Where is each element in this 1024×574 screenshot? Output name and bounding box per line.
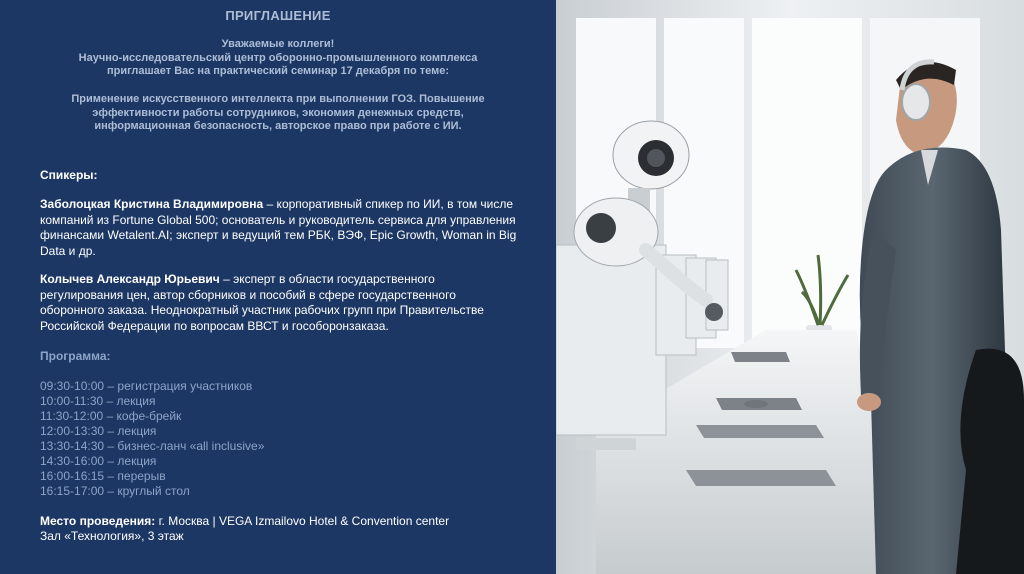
venue-label: Место проведения:: [40, 514, 156, 528]
topic-line: эффективности работы сотрудников, экономия денежных средств,: [92, 106, 464, 119]
robot-hand: [705, 303, 723, 321]
venue-line: [40, 514, 449, 529]
headphones-icon: [902, 84, 930, 120]
greeting-line: Научно-исследовательский центр оборонно-промышленного комплекса: [78, 51, 478, 64]
speakers-heading: Спикеры:: [40, 168, 98, 182]
program-item: 11:30-12:00 – кофе-брейк: [40, 409, 182, 423]
invitation-title: ПРИГЛАШЕНИЕ: [225, 8, 331, 23]
illustration-svg: [556, 0, 1024, 574]
greeting-block: [0, 38, 556, 79]
program-item: 16:00-16:15 – перерыв: [40, 469, 166, 483]
speaker-entry: [40, 272, 520, 334]
keyboard: [686, 470, 836, 486]
mouse: [744, 400, 768, 408]
keyboard: [696, 425, 824, 438]
program-heading: Программа:: [40, 349, 111, 363]
program-item: 12:00-13:30 – лекция: [40, 424, 157, 438]
speaker-name: Колычев Александр Юрьевич: [40, 272, 220, 286]
program-item: 10:00-11:30 – лекция: [40, 394, 156, 408]
topic-line: Применение искусственного интеллекта при выполнении ГОЗ. Повышение: [71, 93, 485, 105]
monitor-stand: [576, 438, 636, 450]
program-list: [40, 379, 264, 499]
program-item: 16:15-17:00 – круглый стол: [40, 484, 190, 498]
topic-line: информационная безопасность, авторское право при работе с ИИ.: [94, 120, 462, 132]
venue-hall: Зал «Технология», 3 этаж: [40, 529, 184, 543]
monitor: [556, 245, 666, 435]
greeting-line: Уважаемые коллеги!: [221, 38, 335, 50]
speaker-entry: [40, 197, 520, 259]
program-item: 09:30-10:00 – регистрация участников: [40, 379, 253, 393]
program-item: 13:30-14:30 – бизнес-ланч «all inclusive»: [40, 439, 265, 453]
office-robot-illustration: [556, 0, 1024, 574]
venue-value: г. Москва | VEGA Izmailovo Hotel & Convention center: [155, 514, 450, 528]
speaker-description: – корпоративный спикер по ИИ, в том числе компаний из Fortune Global 500; основатель и руководитель сервиса для управления финансами Wetalent.AI; эксперт и ведущий тем РБК, ВЭФ, Epic Growth, Woman in Big Data и др.: [40, 197, 517, 258]
speaker-description: – эксперт в области государственного регулирования цен, автор сборников и пособий в сфере государственного оборонного заказа. Неоднократный участник рабочих групп при Правительстве Российской Федерации по вопросам ВВСТ и гособоронзаказа.: [40, 272, 484, 333]
man-hand: [857, 393, 881, 411]
seminar-topic: [0, 93, 556, 134]
greeting-line: приглашает Вас на практический семинар 17 декабря по теме:: [106, 65, 450, 77]
program-item: 14:30-16:00 – лекция: [40, 454, 157, 468]
robot-shoulder-joint: [586, 213, 616, 243]
keyboard: [731, 352, 790, 362]
venue-block: [40, 514, 449, 544]
speaker-name: Заболоцкая Кристина Владимировна: [40, 197, 264, 211]
